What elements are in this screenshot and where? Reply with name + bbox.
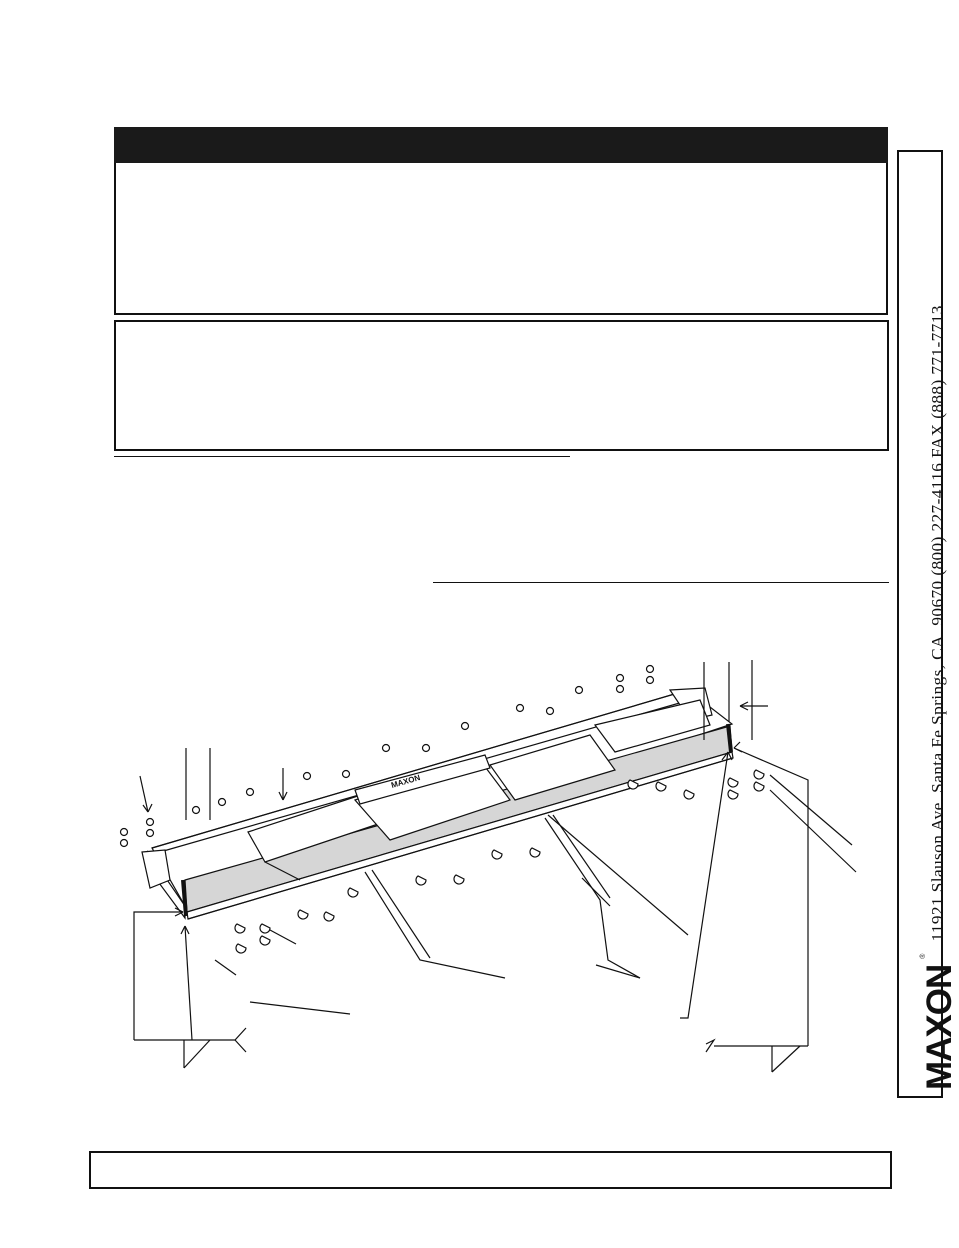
footer-box [89, 1151, 892, 1189]
brand-logo: MAXON [920, 964, 959, 1090]
company-address: 11921 Slauson Ave. Santa Fe Springs, CA. 90670 (800) 227-4116 FAX (888) 771-7713 [927, 305, 947, 942]
sidebar [920, 305, 959, 1090]
registered-mark: ® [920, 953, 927, 959]
nameplate-text: MAXON [390, 773, 422, 790]
